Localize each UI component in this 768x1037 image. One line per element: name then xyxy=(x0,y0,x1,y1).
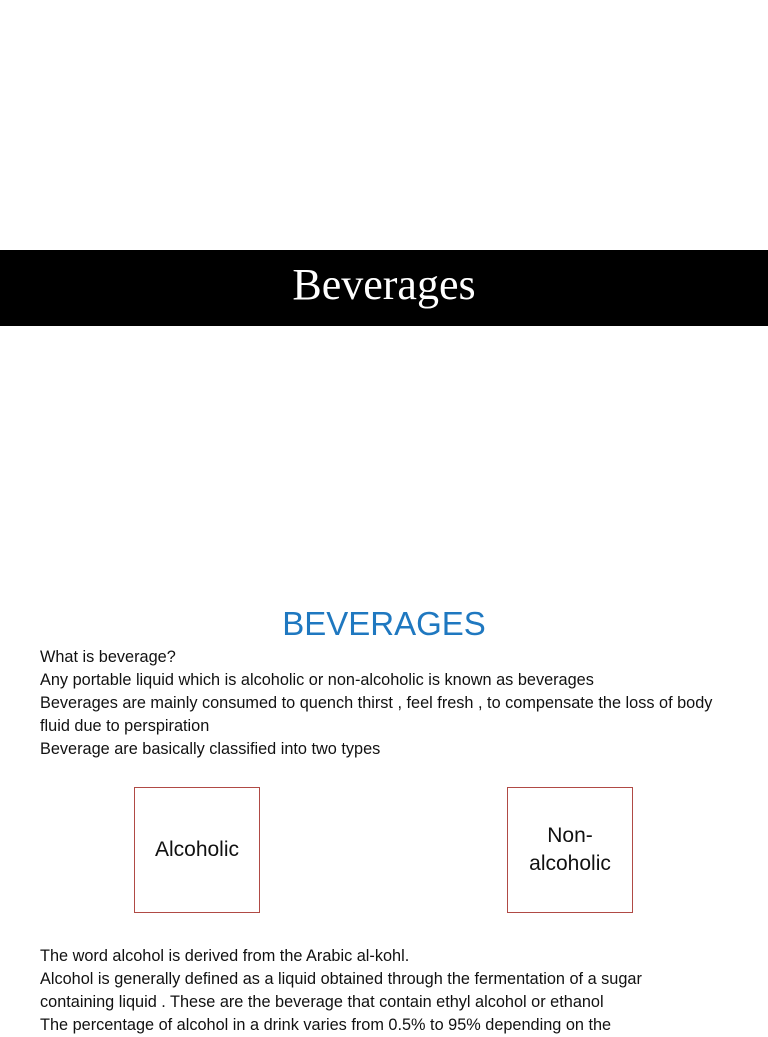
alcoholic-label: Alcoholic xyxy=(154,838,240,861)
intro-line: Beverages are mainly consumed to quench thirst , feel fresh , to compensate the loss of body fluid due to perspiration xyxy=(40,694,713,735)
alcohol-line: The percentage of alcohol in a drink varies from 0.5% to 95% depending on the xyxy=(40,1016,612,1034)
slide-title: Beverages xyxy=(292,260,476,309)
alcohol-paragraph xyxy=(40,945,720,1037)
intro-line: Any portable liquid which is alcoholic or non-alcoholic is known as beverages xyxy=(40,671,594,689)
section-heading: BEVERAGES xyxy=(282,605,486,642)
non-alcoholic-label: Non- alcoholic xyxy=(529,824,611,875)
alcohol-line: Alcohol is generally defined as a liquid obtained through the fermentation of a sugar containing liquid . These are the beverage that contain ethyl alcohol or ethanol xyxy=(40,970,642,1011)
intro-paragraph xyxy=(40,646,720,761)
alcoholic-box xyxy=(134,787,260,913)
title-banner xyxy=(0,250,768,326)
alcohol-line: The word alcohol is derived from the Arabic al-kohl. xyxy=(40,947,410,965)
non-alcoholic-box xyxy=(507,787,633,913)
intro-line: What is beverage? xyxy=(40,648,176,666)
intro-line: Beverage are basically classified into two types xyxy=(40,740,381,758)
